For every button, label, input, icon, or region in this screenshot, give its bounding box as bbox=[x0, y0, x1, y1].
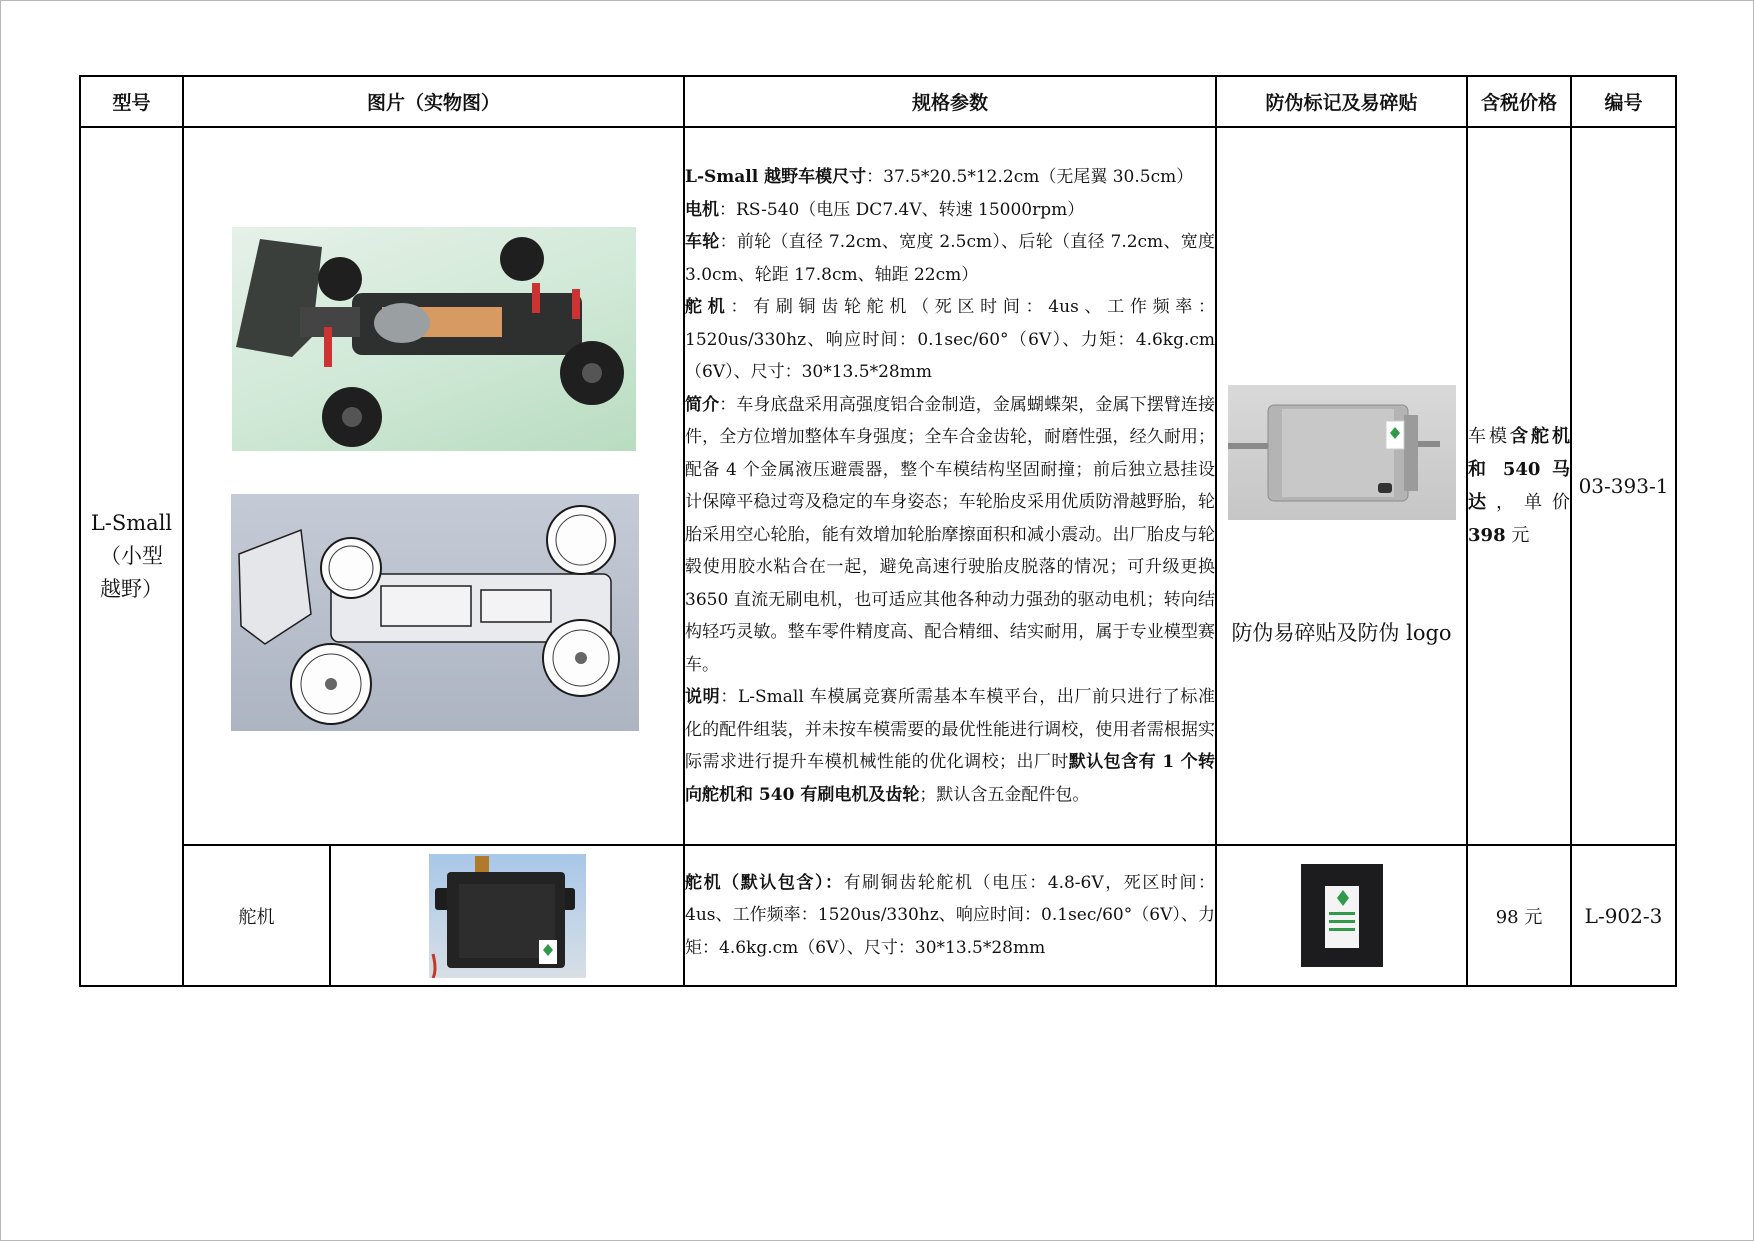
servo-anti-fake-cell bbox=[1216, 845, 1467, 986]
servo-spec-text: 舵机（默认包含）：有刷铜齿轮舵机（电压：4.8-6V，死区时间：4us、工作频率：1520us/330hz、响应时间：0.1sec/60°（6V）、力矩：4.6kg.cm（6V）、尺寸：30*13.5*28mm bbox=[685, 872, 1216, 958]
spec-table bbox=[79, 75, 1677, 987]
spec-motor: 电机：RS-540（电压 DC7.4V、转速 15000rpm） bbox=[685, 199, 1085, 220]
servo-photo bbox=[429, 854, 586, 978]
car-picture-cell bbox=[183, 127, 684, 845]
header-model: 型号 bbox=[80, 76, 183, 127]
model-name-cell bbox=[80, 127, 183, 986]
anti-fake-label: 防伪易碎贴及防伪 logo bbox=[1231, 621, 1452, 645]
spec-intro: 简介：车身底盘采用高强度铝合金制造，金属蝴蝶架，金属下摆臂连接件，全方位增加整体车身强度；全车合金齿轮，耐磨性强，经久耐用；配备 4 个金属液压避震器，整个车模结构坚固耐撞；前后独立悬挂设计保障平稳过弯及稳定的车身姿态；车轮胎皮采用优质防滑越野胎，轮胎采用空心轮胎，能有效增加轮胎摩擦面积和减小震动。出厂胎皮与轮毂使用胶水粘合在一起，避免高速行驶胎皮脱落的情况；可升级更换 3650 直流无刷电机，也可适应其他各种动力强劲的驱动电机；转向结构轻巧灵敏。整车零件精度高、配合精细、结实耐用，属于专业模型赛车。 bbox=[685, 394, 1216, 675]
header-row bbox=[80, 76, 1676, 127]
spec-size: L-Small 越野车模尺寸：37.5*20.5*12.2cm（无尾翼 30.5cm） bbox=[685, 167, 1194, 187]
table-row-servo bbox=[80, 845, 1676, 986]
header-spec: 规格参数 bbox=[684, 76, 1216, 127]
servo-name-cell: 舵机 bbox=[183, 845, 330, 986]
header-code: 编号 bbox=[1571, 76, 1676, 127]
anti-fake-cell bbox=[1216, 127, 1467, 845]
servo-code-cell: L-902-3 bbox=[1571, 845, 1676, 986]
model-type-line: 越野） bbox=[100, 577, 163, 601]
servo-picture-cell bbox=[330, 845, 684, 986]
car-price-cell: 车模含舵机和 540 马达，单价 398 元 bbox=[1467, 127, 1571, 845]
header-anti-fake: 防伪标记及易碎贴 bbox=[1216, 76, 1467, 127]
spec-note: 说明：L-Small 车模属竞赛所需基本车模平台，出厂前只进行了标准化的配件组装，并未按车模需要的最优性能进行调校，使用者需根据实际需求进行提升车模机械性能的优化调校；出厂时默认包含有 1 个转向舵机和 540 有刷电机及齿轮；默认含五金配件包。 bbox=[685, 687, 1216, 805]
model-type-line: （小型 bbox=[100, 544, 163, 568]
servo-spec-cell bbox=[684, 845, 1216, 986]
header-price: 含税价格 bbox=[1467, 76, 1571, 127]
servo-price-cell: 98 元 bbox=[1467, 845, 1571, 986]
spec-servo: 舵机：有刷铜齿轮舵机（死区时间：4us、工作频率：1520us/330hz、响应时间：0.1sec/60°（6V）、力矩：4.6kg.cm（6V）、尺寸：30*13.5*28mm bbox=[685, 297, 1216, 382]
model-name-line: L-Small bbox=[90, 511, 173, 535]
car-code-cell: 03-393-1 bbox=[1571, 127, 1676, 845]
table-row-car bbox=[80, 127, 1676, 845]
anti-fake-sticker-photo bbox=[1301, 864, 1383, 967]
car-spec-cell bbox=[684, 127, 1216, 845]
spec-wheel: 车轮：前轮（直径 7.2cm、宽度 2.5cm）、后轮（直径 7.2cm、宽度 3.0cm、轮距 17.8cm、轴距 22cm） bbox=[685, 232, 1216, 285]
car-render-drawing bbox=[231, 494, 639, 731]
car-chassis-photo bbox=[232, 227, 636, 451]
motor-photo bbox=[1228, 385, 1456, 520]
header-picture: 图片（实物图） bbox=[183, 76, 684, 127]
